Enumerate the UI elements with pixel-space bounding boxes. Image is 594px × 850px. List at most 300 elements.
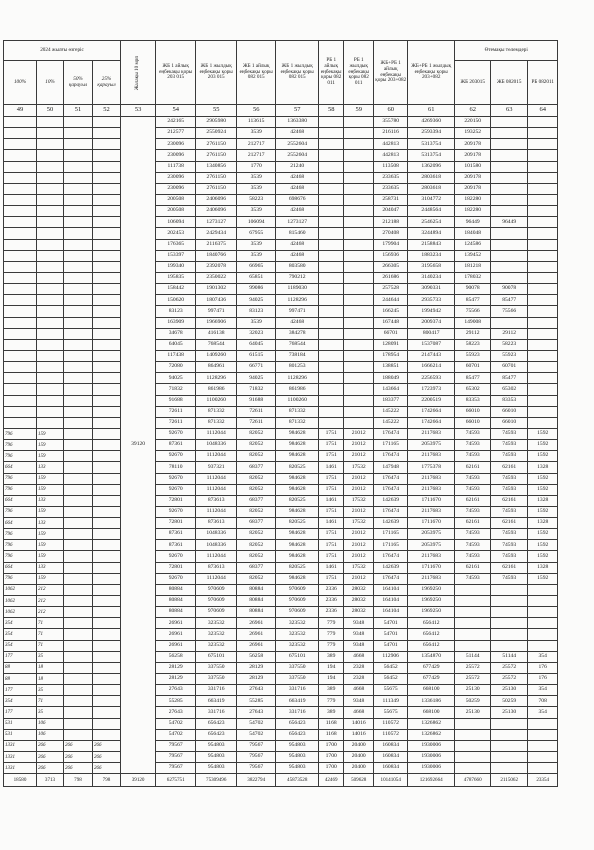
table-cell: 790212 — [276, 272, 319, 283]
table-cell: 159 — [37, 506, 64, 517]
table-cell: 230096 — [156, 183, 196, 194]
table-cell: 779 — [319, 629, 344, 640]
table-cell: 171165 — [374, 440, 408, 451]
table-row — [4, 729, 558, 740]
table-cell: 21012 — [344, 529, 374, 540]
table-cell: 64045 — [237, 339, 276, 350]
table-cell — [93, 518, 121, 529]
table-cell: 337550 — [276, 674, 319, 685]
table-cell: 72080 — [156, 362, 196, 373]
table-cell: 182280 — [455, 194, 491, 205]
table-cell — [93, 540, 121, 551]
table-cell — [64, 284, 93, 295]
table-cell: 101580 — [455, 161, 491, 172]
table-cell: 92670 — [156, 573, 196, 584]
table-cell — [528, 417, 558, 428]
table-row — [4, 518, 558, 529]
column-number: 58 — [319, 105, 344, 117]
table-cell: 1168 — [319, 729, 344, 740]
table-cell — [93, 161, 121, 172]
table-cell: 984628 — [276, 529, 319, 540]
table-cell — [64, 239, 93, 250]
table-cell: 1273127 — [196, 217, 237, 228]
table-cell: 1770 — [237, 161, 276, 172]
table-cell: 66771 — [237, 362, 276, 373]
table-cell — [528, 607, 558, 618]
table-cell — [344, 206, 374, 217]
table-cell: 266 — [93, 763, 121, 774]
table-cell: 79567 — [237, 740, 276, 751]
table-cell: 796 — [4, 451, 37, 462]
table-cell — [491, 729, 528, 740]
table-row — [4, 540, 558, 551]
table-cell: 1930006 — [408, 763, 455, 774]
table-cell: 1711670 — [408, 518, 455, 529]
table-cell: 3195658 — [408, 261, 455, 272]
table-cell: 27643 — [237, 707, 276, 718]
col-header-55: ЖБ 1 жылдық еңбекақы қоры 203 015 — [196, 41, 237, 105]
table-cell — [344, 139, 374, 150]
table-cell — [93, 651, 121, 662]
table-cell — [528, 763, 558, 774]
table-cell: 138851 — [374, 362, 408, 373]
col-header-59: РБ 1 жылдық еңбекақы қоры 082 011 — [344, 41, 374, 105]
table-cell: 160834 — [374, 763, 408, 774]
table-cell — [93, 217, 121, 228]
table-cell: 779 — [319, 640, 344, 651]
table-cell: 1112044 — [196, 484, 237, 495]
table-cell — [93, 551, 121, 562]
table-cell — [93, 495, 121, 506]
table-cell: 389 — [319, 651, 344, 662]
table-cell — [344, 339, 374, 350]
table-cell — [4, 206, 37, 217]
table-cell: 159 — [37, 451, 64, 462]
table-cell — [455, 763, 491, 774]
table-cell: 2117683 — [408, 428, 455, 439]
table-cell: 531 — [4, 729, 37, 740]
table-cell: 1966906 — [196, 317, 237, 328]
table-cell: 167448 — [374, 317, 408, 328]
table-cell: 82052 — [237, 473, 276, 484]
table-cell: 664 — [4, 495, 37, 506]
table-cell — [528, 128, 558, 139]
table-cell: 2158843 — [408, 239, 455, 250]
table-cell: 656423 — [276, 718, 319, 729]
table-cell: 184048 — [455, 228, 491, 239]
table-row — [4, 718, 558, 729]
table-cell — [64, 350, 93, 361]
table-cell — [528, 206, 558, 217]
table-row — [4, 440, 558, 451]
table-cell: 74593 — [455, 484, 491, 495]
table-row — [4, 763, 558, 774]
table-cell: 656423 — [196, 718, 237, 729]
table-cell — [37, 306, 64, 317]
column-number-row — [4, 105, 558, 117]
table-cell: 54701 — [374, 629, 408, 640]
table-cell — [37, 239, 64, 250]
table-cell: 1112044 — [196, 473, 237, 484]
column-number: 52 — [93, 105, 121, 117]
table-row — [4, 139, 558, 150]
table-cell — [491, 239, 528, 250]
table-cell: 160834 — [374, 752, 408, 763]
table-cell: 55923 — [455, 350, 491, 361]
table-cell — [319, 284, 344, 295]
table-cell: 954803 — [196, 752, 237, 763]
table-cell: 145222 — [374, 417, 408, 428]
table-cell — [4, 228, 37, 239]
table-cell — [344, 239, 374, 250]
table-cell: 75566 — [455, 306, 491, 317]
table-cell — [4, 172, 37, 183]
table-cell: 54702 — [237, 729, 276, 740]
table-cell: 71832 — [156, 384, 196, 395]
table-cell — [528, 239, 558, 250]
total-cell: 75309496 — [196, 774, 237, 787]
table-cell — [319, 183, 344, 194]
table-cell — [528, 729, 558, 740]
table-cell: 34678 — [156, 328, 196, 339]
table-cell — [491, 317, 528, 328]
table-cell — [528, 618, 558, 629]
table-cell — [37, 250, 64, 261]
table-cell: 801253 — [276, 362, 319, 373]
table-row — [4, 150, 558, 161]
table-cell: 163909 — [156, 317, 196, 328]
table-cell: 796 — [4, 506, 37, 517]
table-cell — [455, 629, 491, 640]
table-row — [4, 674, 558, 685]
table-cell: 1700 — [319, 763, 344, 774]
table-cell: 9348 — [344, 618, 374, 629]
table-cell: 954803 — [276, 752, 319, 763]
column-number: 49 — [4, 105, 37, 117]
table-cell: 2336 — [319, 607, 344, 618]
table-cell: 2550924 — [196, 128, 237, 139]
table-cell — [64, 395, 93, 406]
table-cell: 55675 — [374, 685, 408, 696]
table-cell — [93, 317, 121, 328]
table-cell — [344, 384, 374, 395]
table-cell: 212717 — [237, 150, 276, 161]
table-cell: 2117683 — [408, 573, 455, 584]
table-cell: 984628 — [276, 540, 319, 551]
table-cell — [64, 640, 93, 651]
table-cell: 663419 — [196, 696, 237, 707]
table-cell: 178954 — [374, 350, 408, 361]
table-cell: 26961 — [237, 629, 276, 640]
table-cell: 55285 — [156, 696, 196, 707]
table-cell: 871332 — [276, 406, 319, 417]
table-cell — [491, 117, 528, 128]
table-cell — [344, 217, 374, 228]
table-cell — [528, 261, 558, 272]
table-cell: 2009374 — [408, 317, 455, 328]
total-cell: 45873528 — [276, 774, 319, 787]
table-cell: 54701 — [374, 640, 408, 651]
table-cell: 2147443 — [408, 350, 455, 361]
table-cell: 984628 — [276, 473, 319, 484]
table-row — [4, 261, 558, 272]
table-cell: 212717 — [237, 139, 276, 150]
table-cell: 1969250 — [408, 607, 455, 618]
total-cell: 6275751 — [156, 774, 196, 787]
table-cell: 90078 — [491, 284, 528, 295]
table-cell — [64, 629, 93, 640]
table-cell: 954803 — [276, 740, 319, 751]
table-cell — [93, 373, 121, 384]
table-cell: 96449 — [491, 217, 528, 228]
table-cell: 1711670 — [408, 495, 455, 506]
table-cell: 176474 — [374, 451, 408, 462]
table-cell — [528, 172, 558, 183]
table-cell: 1994942 — [408, 306, 455, 317]
col-header-56: ЖБ 1 айлық еңбекақы қоры 082 015 — [237, 41, 276, 105]
table-cell: 2803618 — [408, 172, 455, 183]
table-cell — [37, 117, 64, 128]
table-cell — [344, 228, 374, 239]
table-cell: 1340856 — [196, 161, 237, 172]
table-cell: 67955 — [237, 228, 276, 239]
table-cell: 1112044 — [196, 428, 237, 439]
table-cell: 55923 — [491, 350, 528, 361]
table-cell — [93, 607, 121, 618]
table-cell: 820525 — [276, 495, 319, 506]
table-row — [4, 562, 558, 573]
table-cell: 113508 — [374, 161, 408, 172]
table-cell: 54701 — [374, 618, 408, 629]
table-cell: 83353 — [491, 395, 528, 406]
table-cell — [93, 562, 121, 573]
table-cell: 354 — [528, 651, 558, 662]
table-cell — [64, 328, 93, 339]
table-row — [4, 696, 558, 707]
table-cell: 133 — [37, 518, 64, 529]
table-cell: 984628 — [276, 573, 319, 584]
table-cell: 1592 — [528, 484, 558, 495]
table-cell: 66965 — [237, 261, 276, 272]
table-cell: 80884 — [237, 584, 276, 595]
table-cell: 56258 — [237, 651, 276, 662]
table-cell: 1592 — [528, 529, 558, 540]
table-cell: 2256593 — [408, 373, 455, 384]
table-row — [4, 172, 558, 183]
table-row — [4, 529, 558, 540]
table-cell — [64, 117, 93, 128]
table-cell: 1592 — [528, 428, 558, 439]
table-cell: 1751 — [319, 540, 344, 551]
table-cell: 864961 — [196, 362, 237, 373]
table-cell — [344, 194, 374, 205]
wage-10mrp-value: 39120 — [121, 117, 156, 774]
table-cell: 1461 — [319, 495, 344, 506]
table-cell — [93, 718, 121, 729]
table-cell — [93, 406, 121, 417]
table-cell — [344, 183, 374, 194]
table-cell: 85477 — [455, 373, 491, 384]
table-cell — [4, 117, 37, 128]
table-cell — [64, 718, 93, 729]
table-cell: 1775378 — [408, 462, 455, 473]
table-row — [4, 284, 558, 295]
table-cell — [344, 284, 374, 295]
table-cell: 64045 — [156, 339, 196, 350]
table-cell: 323532 — [196, 640, 237, 651]
table-cell — [344, 295, 374, 306]
table-cell — [93, 250, 121, 261]
table-cell: 1326862 — [408, 729, 455, 740]
table-row — [4, 350, 558, 361]
table-cell — [455, 718, 491, 729]
table-cell: 68377 — [237, 518, 276, 529]
table-cell: 216116 — [374, 128, 408, 139]
table-cell: 80884 — [237, 596, 276, 607]
table-cell — [319, 406, 344, 417]
table-cell: 1751 — [319, 484, 344, 495]
table-cell: 3539 — [237, 172, 276, 183]
table-cell: 188049 — [374, 373, 408, 384]
table-cell: 873613 — [196, 495, 237, 506]
table-cell: 74593 — [491, 573, 528, 584]
table-cell — [37, 384, 64, 395]
table-cell — [37, 172, 64, 183]
table-cell: 796 — [4, 484, 37, 495]
table-cell: 74593 — [491, 540, 528, 551]
table-cell: 663419 — [276, 696, 319, 707]
table-cell — [64, 618, 93, 629]
table-cell: 800417 — [408, 328, 455, 339]
table-cell: 796 — [4, 540, 37, 551]
table-cell — [37, 417, 64, 428]
table-cell: 270408 — [374, 228, 408, 239]
table-cell — [37, 350, 64, 361]
table-cell: 88 — [4, 674, 37, 685]
table-row — [4, 317, 558, 328]
table-cell — [64, 139, 93, 150]
table-cell: 82052 — [237, 573, 276, 584]
table-cell: 1112044 — [196, 451, 237, 462]
table-cell: 42468 — [276, 250, 319, 261]
table-cell — [37, 284, 64, 295]
table-cell — [319, 328, 344, 339]
table-cell: 17532 — [344, 495, 374, 506]
table-cell: 25572 — [455, 662, 491, 673]
table-cell: 1328 — [528, 562, 558, 573]
table-cell: 1751 — [319, 451, 344, 462]
table-cell — [491, 763, 528, 774]
table-cell: 159 — [37, 529, 64, 540]
table-cell — [4, 150, 37, 161]
table-cell: 200508 — [156, 194, 196, 205]
table-cell: 17532 — [344, 462, 374, 473]
table-row — [4, 272, 558, 283]
table-cell: 178032 — [455, 272, 491, 283]
table-cell: 80884 — [156, 584, 196, 595]
column-number: 55 — [196, 105, 237, 117]
table-cell: 1592 — [528, 440, 558, 451]
table-cell — [4, 373, 37, 384]
table-cell — [64, 228, 93, 239]
table-cell — [491, 596, 528, 607]
table-cell — [528, 406, 558, 417]
table-cell: 92670 — [156, 506, 196, 517]
table-cell — [64, 440, 93, 451]
sub-col-50: 50% қарауыл — [64, 61, 93, 105]
table-cell: 2761150 — [196, 172, 237, 183]
table-cell: 1062 — [4, 596, 37, 607]
table-cell: 1742664 — [408, 417, 455, 428]
table-cell: 1840766 — [196, 250, 237, 261]
table-cell: 74593 — [455, 440, 491, 451]
payment-col-082011: РБ 082011 — [528, 61, 558, 105]
payment-col-203015: ЖБ 203015 — [455, 61, 491, 105]
table-cell: 194 — [319, 662, 344, 673]
table-row — [4, 428, 558, 439]
table-cell — [4, 339, 37, 350]
table-cell: 159 — [37, 484, 64, 495]
table-cell: 153397 — [156, 250, 196, 261]
table-cell: 87361 — [156, 540, 196, 551]
table-cell: 68377 — [237, 562, 276, 573]
table-cell: 68377 — [237, 495, 276, 506]
table-cell: 74593 — [455, 529, 491, 540]
table-row — [4, 551, 558, 562]
table-cell: 861986 — [276, 384, 319, 395]
table-cell: 708 — [528, 696, 558, 707]
table-cell: 354 — [528, 685, 558, 696]
table-cell: 25130 — [491, 707, 528, 718]
table-cell — [528, 306, 558, 317]
table-cell: 62161 — [455, 495, 491, 506]
table-cell — [64, 172, 93, 183]
table-cell: 25572 — [491, 674, 528, 685]
table-cell — [93, 150, 121, 161]
table-cell — [64, 339, 93, 350]
table-cell: 1128296 — [196, 373, 237, 384]
table-cell: 5313754 — [408, 150, 455, 161]
table-cell: 74593 — [455, 428, 491, 439]
table-cell — [93, 306, 121, 317]
table-cell — [528, 250, 558, 261]
total-cell: 39120 — [121, 774, 156, 787]
table-cell: 21012 — [344, 451, 374, 462]
table-cell: 337550 — [276, 662, 319, 673]
table-cell — [528, 284, 558, 295]
table-cell — [93, 662, 121, 673]
table-cell — [37, 406, 64, 417]
table-row — [4, 306, 558, 317]
table-cell: 1930006 — [408, 740, 455, 751]
table-row — [4, 228, 558, 239]
table-cell — [528, 373, 558, 384]
table-cell — [491, 161, 528, 172]
table-cell: 124586 — [455, 239, 491, 250]
table-row — [4, 752, 558, 763]
table-cell: 82052 — [237, 540, 276, 551]
table-cell — [93, 239, 121, 250]
table-cell: 88 — [4, 662, 37, 673]
table-cell — [4, 362, 37, 373]
table-cell — [319, 228, 344, 239]
table-cell: 815460 — [276, 228, 319, 239]
table-cell: 1409260 — [196, 350, 237, 361]
table-cell: 389 — [319, 685, 344, 696]
table-cell: 984628 — [276, 440, 319, 451]
table-cell: 80884 — [156, 607, 196, 618]
table-cell — [64, 473, 93, 484]
